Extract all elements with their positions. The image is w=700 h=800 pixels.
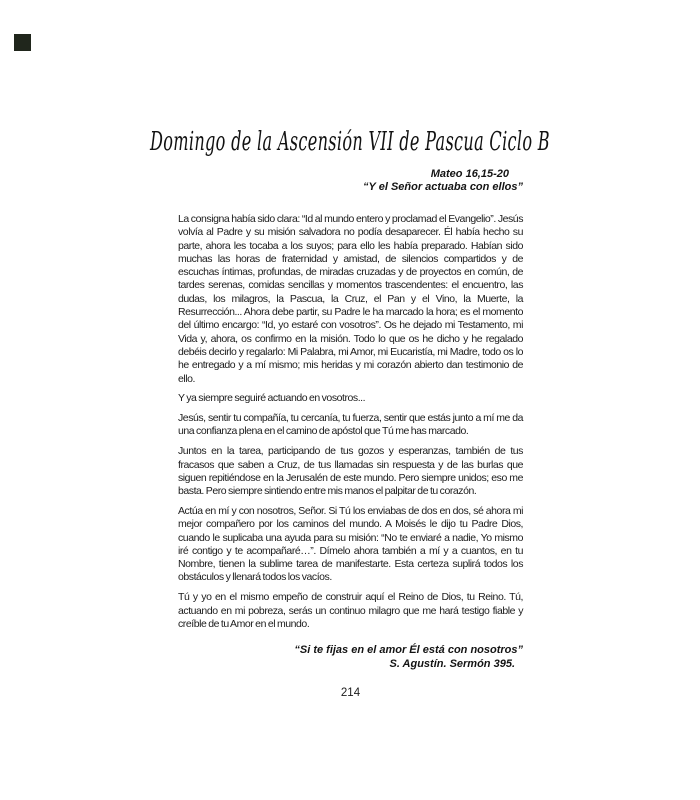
body-paragraph: Tú y yo en el mismo empeño de construir aquí el Reino de Dios, tu Reino. Tú, actuando en mi pobreza, serás un continuo milagro que me hará testigo fiable y creíble de tu Amor en el mundo. — [178, 591, 523, 630]
body-paragraph: La consigna había sido clara: “Id al mundo entero y proclamad el Evangelio”. Jesús volvía al Padre y su misión salvadora no podía desaparecer. Él había hecho su parte, ahora les tocaba a los suyos; para ello les había preparado. Habían sido muchas las horas de fraternidad y amistad, de silencios compartidos y de escuchas íntimas, profundas, de miradas cruzadas y de proyectos en común, de tardes serenas, comidas sencillas y momentos trascendentes: el encuentro, las dudas, los milagros, la Pascua, la Cruz, el Pan y el Vino, la Muerte, la Resurrección... Ahora debe partir, su Padre le ha marcado la hora; es el momento del último encargo: “Id, yo estaré con vosotros”. Os he dejado mi Testamento, mi Vida y, ahora, os confirmo en la misión. Todo lo que os he dicho y he regalado debéis decirlo y regalarlo: Mi Palabra, mi Amor, mi Eucaristía, mi Madre, todo os lo he entregado y a mí mismo; mis heridas y mi corazón abierto dan testimonio de ello. — [178, 213, 523, 385]
body-paragraph: Jesús, sentir tu compañía, tu cercanía, tu fuerza, sentir que estás junto a mí me da una confianza plena en el camino de apóstol que Tú me has marcado. — [178, 412, 523, 438]
body-paragraph: Y ya siempre seguiré actuando en vosotros... — [178, 392, 366, 405]
body-paragraph: Juntos en la tarea, participando de tus gozos y esperanzas, también de tus fracasos que saben a Cruz, de tus llamadas sin respuesta y de las burlas que siguen repitiéndose en la Jerusalén de este mundo. Pero siempre unidos; eso me basta. Pero siempre sintiendo entre mis manos el palpitar de tu corazón. — [178, 445, 523, 498]
page-title: Domingo de la Ascensión VII de Pascua Ciclo B — [150, 127, 550, 157]
closing-quote-block — [178, 644, 537, 671]
body-text — [178, 213, 523, 631]
page-number: 214 — [340, 687, 361, 700]
body-paragraph: Actúa en mí y con nosotros, Señor. Si Tú los enviabas de dos en dos, sé ahora mi mejor compañero por los caminos del mundo. A Moisés le dijo tu Padre Dios, cuando le suplicaba una ayuda para su misión: “No te enviaré a nadie, Yo mismo iré contigo y te acompañaré…”. Dímelo ahora también a mí y a cuantos, en tu Nombre, tienen la sublime tarea de manifestarte. Esta certeza suplirá todos los obstáculos y llenará todos los vacíos. — [178, 504, 523, 584]
gospel-lead-quote: “Y el Señor actuaba con ellos” — [363, 180, 523, 193]
closing-quote: “Si te fijas en el amor Él está con nosotros” — [294, 644, 523, 657]
scripture-reference: Mateo 16,15-20 — [430, 168, 509, 180]
scripture-reference-block — [178, 168, 523, 193]
scan-corner-mark — [14, 34, 31, 51]
closing-attribution: S. Agustín. Sermón 395. — [389, 657, 515, 670]
